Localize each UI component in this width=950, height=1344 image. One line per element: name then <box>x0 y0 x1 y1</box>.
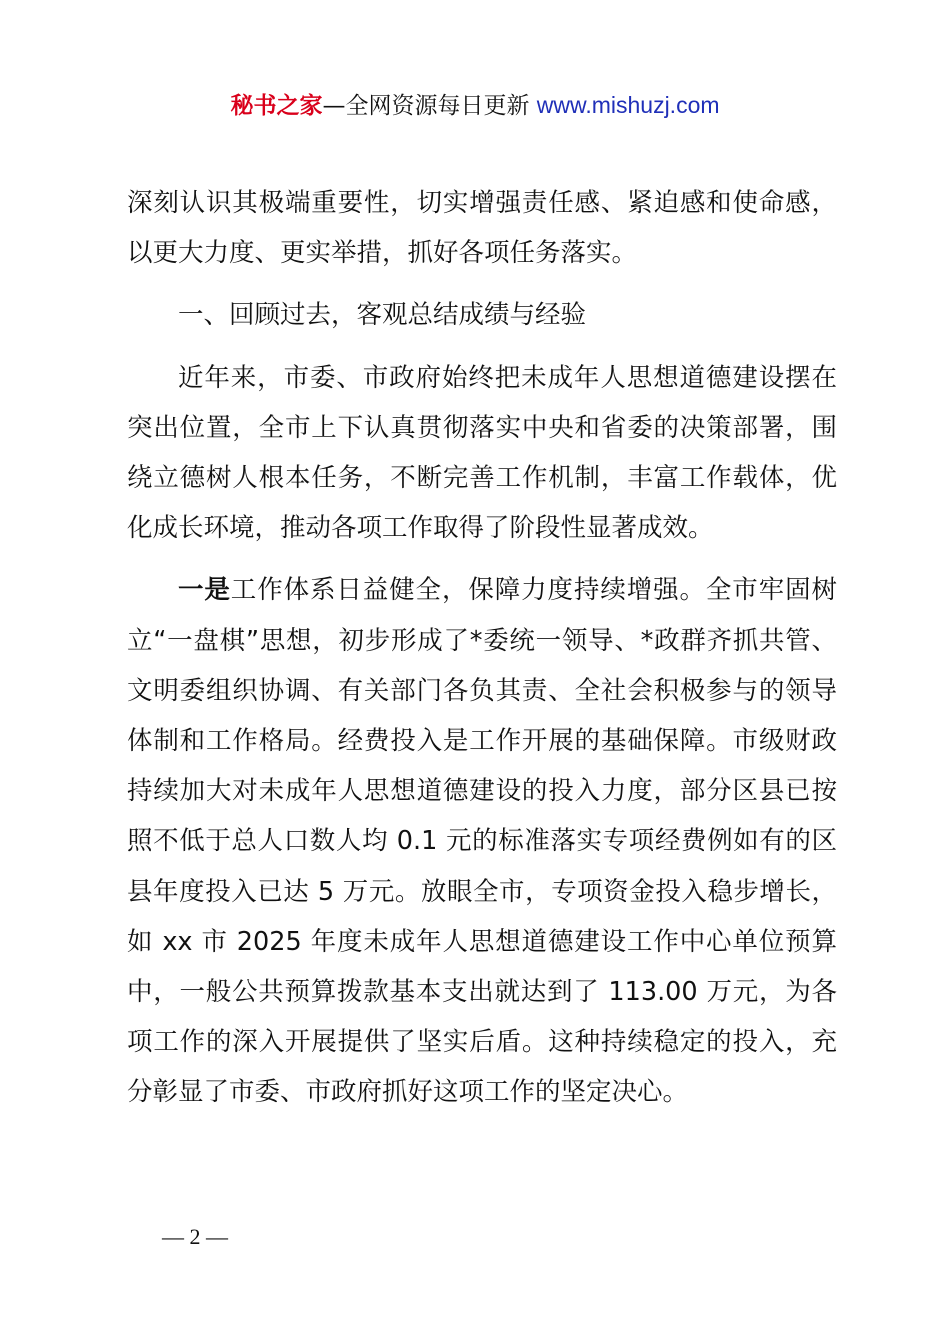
paragraph-work-system <box>127 565 837 1117</box>
site-slogan: —全网资源每日更新 <box>322 93 530 119</box>
paragraph-work-system-text: 工作体系日益健全，保障力度持续增强。全市牢固树立“一盘棋”思想，初步形成了*委统一领导、*政群齐抓共管、文明委组织协调、有关部门各负其责、全社会积极参与的领导体制和工作格局。经费投入是工作开展的基础保障。市级财政持续加大对未成年人思想道德建设的投入力度，部分区县已按照不低于总人口数人均 0.1 元的标准落实专项经费例如有的区县年度投入已达 5 万元。放眼全市，专项资金投入稳步增长，如 xx 市 2025 年度未成年人思想道德建设工作中心单位预算中，一般公共预算拨款基本支出就达到了 113.00 万元，为各项工作的深入开展提供了坚实后盾。这种持续稳定的投入，充分彰显了市委、市政府抓好这项工作的坚定决心。 <box>127 575 837 1108</box>
document-body <box>127 178 837 1130</box>
site-banner <box>0 88 950 123</box>
continuation-paragraph: 深刻认识其极端重要性，切实增强责任感、紧迫感和使命感，以更大力度、更实举措，抓好各项任务落实。 <box>127 188 837 269</box>
site-brand-name: 秘书之家 <box>230 93 323 119</box>
section-heading: 一、回顾过去，客观总结成绩与经验 <box>178 300 587 331</box>
page-number: — 2 — <box>162 1224 228 1249</box>
paragraph-recent-years: 近年来，市委、市政府始终把未成年人思想道德建设摆在突出位置，全市上下认真贯彻落实中央和省委的决策部署，围绕立德树人根本任务，不断完善工作机制，丰富工作载体，优化成长环境，推动各项工作取得了阶段性显著成效。 <box>127 362 837 544</box>
paragraph-lead-label: 一是 <box>178 575 231 606</box>
site-url-link[interactable]: www.mishuzj.com <box>536 92 720 118</box>
